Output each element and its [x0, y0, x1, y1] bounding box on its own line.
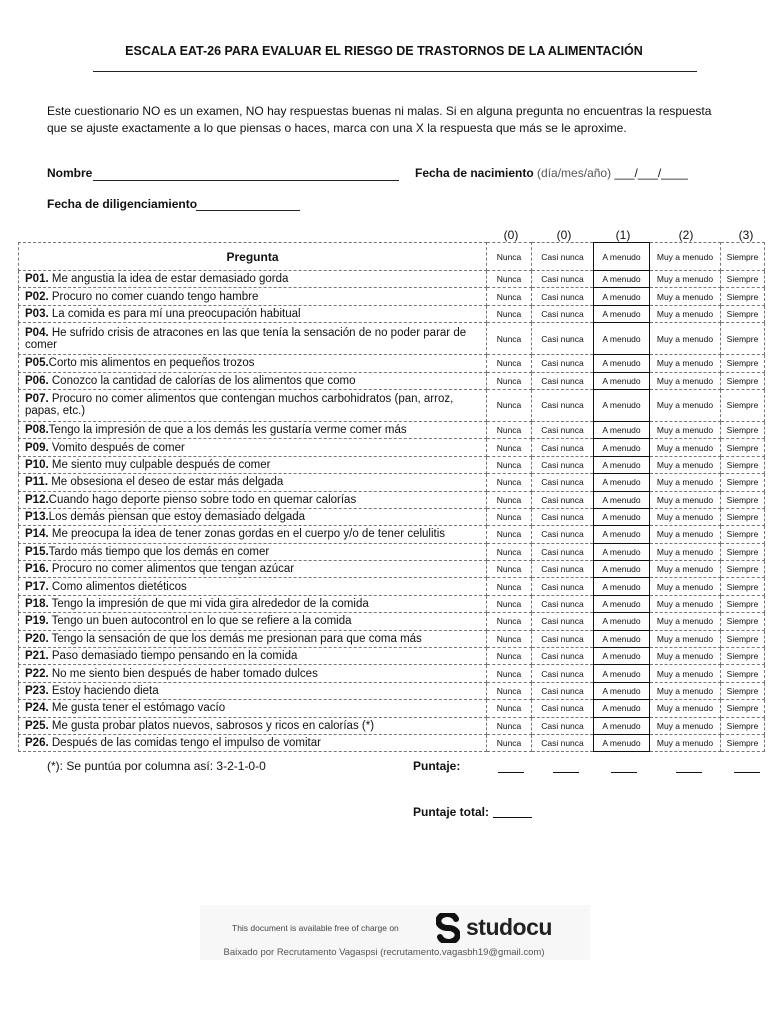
answer-option[interactable]: Siempre: [721, 700, 765, 717]
question-number: P24.: [25, 702, 49, 715]
question-label: Tengo un buen autocontrol en lo que se refiere a la comida: [48, 615, 352, 628]
answer-option[interactable]: Nunca: [487, 526, 532, 543]
question-label: Procuro no comer alimentos que contengan muchos carbohidratos (pan, arroz, papas, etc.): [25, 393, 454, 418]
answer-option[interactable]: Casi nunca: [532, 595, 594, 612]
question-label: Los demás piensan que estoy demasiado delgada: [48, 511, 306, 524]
question-number: P09.: [25, 441, 49, 454]
answer-option[interactable]: A menudo: [594, 421, 650, 438]
question-row: [19, 271, 765, 288]
question-number: P08.: [25, 424, 49, 437]
answer-option[interactable]: Casi nunca: [532, 630, 594, 647]
answer-option[interactable]: Muy a menudo: [650, 323, 721, 355]
option-header-muy-a-menudo: Muy a menudo: [650, 243, 721, 271]
answer-option[interactable]: A menudo: [594, 372, 650, 389]
answer-option[interactable]: Muy a menudo: [650, 389, 721, 421]
question-row: [19, 543, 765, 560]
question-number: P16.: [25, 563, 49, 576]
question-number: P17.: [25, 580, 49, 593]
birth-date-field[interactable]: [415, 166, 688, 180]
question-number: P11.: [25, 476, 49, 489]
question-text: [19, 271, 487, 288]
answer-option[interactable]: Muy a menudo: [650, 526, 721, 543]
answer-option[interactable]: Muy a menudo: [650, 700, 721, 717]
answer-option[interactable]: Siempre: [721, 526, 765, 543]
answer-option[interactable]: Nunca: [487, 474, 532, 491]
answer-option[interactable]: A menudo: [594, 439, 650, 456]
answer-option[interactable]: Casi nunca: [532, 526, 594, 543]
question-number: P26.: [25, 737, 49, 750]
question-row: [19, 491, 765, 508]
question-row: [19, 372, 765, 389]
question-number: P13.: [25, 511, 49, 524]
answer-option[interactable]: Casi nunca: [532, 355, 594, 372]
answer-option[interactable]: Nunca: [487, 543, 532, 560]
option-header-casi-nunca: Casi nunca: [532, 243, 594, 271]
question-row: [19, 456, 765, 473]
answer-option[interactable]: Nunca: [487, 271, 532, 288]
answer-option[interactable]: Muy a menudo: [650, 288, 721, 305]
answer-option[interactable]: Siempre: [721, 578, 765, 595]
answer-option[interactable]: A menudo: [594, 323, 650, 355]
answer-option[interactable]: Siempre: [721, 543, 765, 560]
birth-date-blanks: ___/___/____: [614, 166, 688, 180]
score-header: (1): [615, 228, 631, 242]
answer-option[interactable]: Siempre: [721, 323, 765, 355]
question-text: [19, 648, 487, 665]
name-label: Nombre: [47, 166, 93, 180]
question-text: [19, 355, 487, 372]
question-number: P12.: [25, 493, 49, 506]
question-row: [19, 288, 765, 305]
answer-option[interactable]: Siempre: [721, 508, 765, 525]
answer-option[interactable]: Nunca: [487, 578, 532, 595]
answer-option[interactable]: Nunca: [487, 734, 532, 751]
answer-option[interactable]: Siempre: [721, 491, 765, 508]
answer-option[interactable]: A menudo: [594, 595, 650, 612]
question-row: [19, 355, 765, 372]
answer-option[interactable]: Siempre: [721, 474, 765, 491]
question-row: [19, 439, 765, 456]
question-text: [19, 456, 487, 473]
answer-option[interactable]: A menudo: [594, 561, 650, 578]
answer-option[interactable]: Siempre: [721, 456, 765, 473]
question-label: He sufrido crisis de atracones en las que tenía la sensación de no poder parar de comer: [25, 326, 467, 351]
question-text: [19, 734, 487, 751]
answer-option[interactable]: Casi nunca: [532, 372, 594, 389]
question-number: P18.: [25, 598, 49, 611]
question-text: [19, 439, 487, 456]
question-label: Me gusta tener el estómago vacío: [48, 702, 226, 715]
answer-option[interactable]: Muy a menudo: [650, 682, 721, 699]
answer-option[interactable]: Nunca: [487, 508, 532, 525]
answer-option[interactable]: Nunca: [487, 648, 532, 665]
question-text: [19, 682, 487, 699]
answer-option[interactable]: Casi nunca: [532, 271, 594, 288]
score-blank[interactable]: [611, 772, 637, 773]
answer-option[interactable]: A menudo: [594, 491, 650, 508]
answer-option[interactable]: Muy a menudo: [650, 613, 721, 630]
answer-option[interactable]: Nunca: [487, 372, 532, 389]
answer-option[interactable]: Casi nunca: [532, 648, 594, 665]
answer-option[interactable]: A menudo: [594, 682, 650, 699]
question-column-header: Pregunta: [19, 243, 487, 271]
studocu-logo-icon: [436, 913, 460, 943]
question-text: [19, 561, 487, 578]
answer-option[interactable]: Casi nunca: [532, 508, 594, 525]
question-label: Después de las comidas tengo el impulso de vomitar: [48, 737, 321, 750]
answer-option[interactable]: Casi nunca: [532, 389, 594, 421]
question-row: [19, 648, 765, 665]
question-label: Estoy haciendo dieta: [48, 685, 159, 697]
question-number: P03.: [25, 307, 49, 320]
answer-option[interactable]: Muy a menudo: [650, 271, 721, 288]
answer-option[interactable]: Nunca: [487, 700, 532, 717]
scoring-note: (*): Se puntúa por columna así: 3-2-1-0-0: [47, 759, 266, 773]
answer-option[interactable]: A menudo: [594, 630, 650, 647]
answer-option[interactable]: Nunca: [487, 456, 532, 473]
answer-option[interactable]: Muy a menudo: [650, 543, 721, 560]
answer-option[interactable]: Casi nunca: [532, 578, 594, 595]
answer-option[interactable]: Nunca: [487, 439, 532, 456]
answer-option[interactable]: Nunca: [487, 491, 532, 508]
question-text: [19, 526, 487, 543]
question-text: [19, 665, 487, 682]
question-text: [19, 305, 487, 322]
question-label: Corto mis alimentos en pequeños trozos: [48, 357, 255, 370]
question-row: [19, 630, 765, 647]
score-label: Puntaje:: [413, 759, 461, 773]
question-row: [19, 389, 765, 421]
answer-option[interactable]: A menudo: [594, 648, 650, 665]
answer-option[interactable]: Casi nunca: [532, 734, 594, 751]
question-label: Me preocupa la idea de tener zonas gordas en el cuerpo y/o de tener celulitis: [48, 528, 446, 541]
answer-option[interactable]: A menudo: [594, 355, 650, 372]
question-label: Como alimentos dietéticos: [48, 580, 187, 593]
question-row: [19, 682, 765, 699]
answer-option[interactable]: A menudo: [594, 665, 650, 682]
question-row: [19, 665, 765, 682]
free-document-text: This document is available free of charge on: [232, 923, 399, 933]
question-number: P10.: [25, 458, 49, 471]
answer-option[interactable]: Casi nunca: [532, 323, 594, 355]
document-title: ESCALA EAT-26 PARA EVALUAR EL RIESGO DE TRASTORNOS DE LA ALIMENTACIÓN: [125, 44, 643, 58]
title-underline: [93, 71, 697, 72]
answer-option[interactable]: A menudo: [594, 734, 650, 751]
question-label: Tardo más tiempo que los demás en comer: [48, 545, 270, 558]
question-row: [19, 323, 765, 355]
answer-option[interactable]: Casi nunca: [532, 439, 594, 456]
answer-option[interactable]: A menudo: [594, 389, 650, 421]
question-number: P04.: [25, 326, 49, 339]
answer-option[interactable]: Muy a menudo: [650, 474, 721, 491]
question-label: No me siento bien después de haber tomado dulces: [48, 667, 318, 680]
answer-option[interactable]: Muy a menudo: [650, 648, 721, 665]
question-row: [19, 421, 765, 438]
question-label: Procuro no comer cuando tengo hambre: [48, 290, 259, 303]
question-label: Vomito después de comer: [48, 441, 185, 454]
fill-date-label: Fecha de diligenciamiento: [47, 197, 198, 211]
answer-option[interactable]: Nunca: [487, 595, 532, 612]
question-text: [19, 595, 487, 612]
question-row: [19, 305, 765, 322]
studocu-brand: studocu: [466, 914, 552, 940]
answer-option[interactable]: Muy a menudo: [650, 491, 721, 508]
answer-option[interactable]: Casi nunca: [532, 474, 594, 491]
question-number: P21.: [25, 650, 49, 663]
question-row: [19, 578, 765, 595]
answer-option[interactable]: Muy a menudo: [650, 595, 721, 612]
score-header: (0): [503, 228, 519, 242]
question-row: [19, 613, 765, 630]
answer-option[interactable]: Muy a menudo: [650, 456, 721, 473]
answer-option[interactable]: A menudo: [594, 456, 650, 473]
answer-option[interactable]: Siempre: [721, 355, 765, 372]
question-label: Me gusta probar platos nuevos, sabrosos y ricos en calorías (*): [48, 719, 375, 732]
answer-option[interactable]: Siempre: [721, 648, 765, 665]
answer-option[interactable]: Nunca: [487, 305, 532, 322]
option-header-nunca: Nunca: [487, 243, 532, 271]
question-row: [19, 526, 765, 543]
answer-option[interactable]: Siempre: [721, 734, 765, 751]
answer-option[interactable]: Nunca: [487, 613, 532, 630]
answer-option[interactable]: Siempre: [721, 288, 765, 305]
answer-option[interactable]: Muy a menudo: [650, 508, 721, 525]
question-label: Procuro no comer alimentos que tengan azúcar: [48, 563, 295, 576]
answer-option[interactable]: A menudo: [594, 700, 650, 717]
question-text: [19, 474, 487, 491]
question-text: [19, 578, 487, 595]
answer-option[interactable]: Muy a menudo: [650, 561, 721, 578]
answer-option[interactable]: Siempre: [721, 682, 765, 699]
answer-option[interactable]: Siempre: [721, 372, 765, 389]
answer-option[interactable]: Casi nunca: [532, 682, 594, 699]
answer-option[interactable]: Nunca: [487, 421, 532, 438]
score-blank[interactable]: [676, 772, 702, 773]
answer-option[interactable]: Siempre: [721, 389, 765, 421]
answer-option[interactable]: A menudo: [594, 305, 650, 322]
answer-option[interactable]: A menudo: [594, 543, 650, 560]
question-label: Tengo la impresión de que mi vida gira alrededor de la comida: [48, 598, 369, 611]
answer-option[interactable]: Siempre: [721, 630, 765, 647]
answer-option[interactable]: Muy a menudo: [650, 305, 721, 322]
birth-date-hint: (día/mes/año): [537, 166, 612, 180]
answer-option[interactable]: Casi nunca: [532, 456, 594, 473]
question-number: P19.: [25, 615, 49, 628]
question-label: La comida es para mí una preocupación habitual: [48, 307, 301, 320]
question-text: [19, 700, 487, 717]
answer-option[interactable]: Casi nunca: [532, 717, 594, 734]
question-number: P25.: [25, 719, 49, 732]
score-blank[interactable]: [498, 772, 524, 773]
answer-option[interactable]: Muy a menudo: [650, 578, 721, 595]
answer-option[interactable]: Casi nunca: [532, 613, 594, 630]
questionnaire-table: [18, 242, 765, 752]
answer-option[interactable]: A menudo: [594, 271, 650, 288]
question-text: [19, 543, 487, 560]
question-text: [19, 630, 487, 647]
answer-option[interactable]: Muy a menudo: [650, 630, 721, 647]
answer-option[interactable]: Siempre: [721, 717, 765, 734]
question-label: Cuando hago deporte pienso sobre todo en quemar calorías: [48, 493, 357, 506]
answer-option[interactable]: Muy a menudo: [650, 421, 721, 438]
option-header-a-menudo: A menudo: [594, 243, 650, 271]
answer-option[interactable]: A menudo: [594, 508, 650, 525]
answer-option[interactable]: A menudo: [594, 526, 650, 543]
total-score-blank[interactable]: [493, 817, 532, 818]
question-number: P22.: [25, 667, 49, 680]
question-number: P14.: [25, 528, 49, 541]
score-header: (0): [556, 228, 572, 242]
question-row: [19, 508, 765, 525]
table-header-row: [19, 243, 765, 271]
answer-option[interactable]: Muy a menudo: [650, 717, 721, 734]
question-text: [19, 288, 487, 305]
question-number: P02.: [25, 290, 49, 303]
question-text: [19, 491, 487, 508]
answer-option[interactable]: A menudo: [594, 474, 650, 491]
birth-date-label: Fecha de nacimiento: [415, 166, 534, 180]
question-row: [19, 595, 765, 612]
question-text: [19, 717, 487, 734]
question-row: [19, 700, 765, 717]
answer-option[interactable]: Casi nunca: [532, 700, 594, 717]
score-blank[interactable]: [553, 772, 579, 773]
question-row: [19, 561, 765, 578]
question-label: Conozco la cantidad de calorías de los alimentos que como: [48, 374, 356, 387]
answer-option[interactable]: A menudo: [594, 613, 650, 630]
question-label: Paso demasiado tiempo pensando en la comida: [48, 650, 298, 663]
question-row: [19, 734, 765, 751]
score-header: (2): [678, 228, 694, 242]
answer-option[interactable]: Muy a menudo: [650, 439, 721, 456]
total-score-label: Puntaje total:: [413, 805, 490, 819]
question-number: P23.: [25, 685, 49, 697]
answer-option[interactable]: Nunca: [487, 665, 532, 682]
question-number: P06.: [25, 374, 49, 387]
question-text: [19, 372, 487, 389]
option-header-siempre: Siempre: [721, 243, 765, 271]
question-label: Me angustia la idea de estar demasiado gorda: [48, 273, 289, 286]
question-row: [19, 717, 765, 734]
answer-option[interactable]: A menudo: [594, 578, 650, 595]
instructions-text: Este cuestionario NO es un examen, NO hay respuestas buenas ni malas. Si en alguna pregunta no encuentras la respuesta que se ajuste exactamente a lo que piensas o haces, marca con una X la respuesta que más se le aproxime.: [47, 104, 712, 135]
answer-option[interactable]: Casi nunca: [532, 288, 594, 305]
question-number: P07.: [25, 393, 49, 406]
question-label: Tengo la sensación de que los demás me presionan para que coma más: [48, 632, 422, 645]
answer-option[interactable]: Siempre: [721, 561, 765, 578]
download-attribution: Baixado por Recrutamento Vagaspsi (recrutamento.vagasbh19@gmail.com): [223, 947, 545, 958]
answer-option[interactable]: Muy a menudo: [650, 355, 721, 372]
answer-option[interactable]: Siempre: [721, 595, 765, 612]
answer-option[interactable]: Siempre: [721, 271, 765, 288]
answer-option[interactable]: Casi nunca: [532, 491, 594, 508]
answer-option[interactable]: Siempre: [721, 613, 765, 630]
question-text: [19, 323, 487, 355]
answer-option[interactable]: Siempre: [721, 439, 765, 456]
question-number: P01.: [25, 273, 49, 286]
answer-option[interactable]: Muy a menudo: [650, 734, 721, 751]
answer-option[interactable]: Casi nunca: [532, 305, 594, 322]
answer-option[interactable]: Casi nunca: [532, 561, 594, 578]
question-number: P05.: [25, 357, 49, 370]
answer-option[interactable]: Nunca: [487, 630, 532, 647]
score-header: (3): [738, 228, 754, 242]
answer-option[interactable]: Siempre: [721, 421, 765, 438]
question-number: P15.: [25, 545, 49, 558]
answer-option[interactable]: Nunca: [487, 561, 532, 578]
fill-date-field[interactable]: [196, 210, 300, 211]
question-label: Me siento muy culpable después de comer: [48, 458, 271, 471]
answer-option[interactable]: A menudo: [594, 717, 650, 734]
answer-option[interactable]: Casi nunca: [532, 543, 594, 560]
answer-option[interactable]: A menudo: [594, 288, 650, 305]
answer-option[interactable]: Nunca: [487, 355, 532, 372]
question-text: [19, 389, 487, 421]
answer-option[interactable]: Casi nunca: [532, 665, 594, 682]
answer-option[interactable]: Nunca: [487, 717, 532, 734]
question-label: Me obsesiona el deseo de estar más delgada: [48, 476, 284, 489]
score-blank[interactable]: [734, 772, 760, 773]
answer-option[interactable]: Nunca: [487, 323, 532, 355]
question-label: Tengo la impresión de que a los demás les gustaría verme comer más: [48, 424, 407, 437]
answer-option[interactable]: Nunca: [487, 389, 532, 421]
question-text: [19, 421, 487, 438]
answer-option[interactable]: Muy a menudo: [650, 372, 721, 389]
answer-option[interactable]: Nunca: [487, 682, 532, 699]
answer-option[interactable]: Siempre: [721, 305, 765, 322]
answer-option[interactable]: Nunca: [487, 288, 532, 305]
answer-option[interactable]: Casi nunca: [532, 421, 594, 438]
question-row: [19, 474, 765, 491]
answer-option[interactable]: Siempre: [721, 665, 765, 682]
answer-option[interactable]: Muy a menudo: [650, 665, 721, 682]
question-text: [19, 508, 487, 525]
question-text: [19, 613, 487, 630]
question-number: P20.: [25, 632, 49, 645]
name-field[interactable]: [93, 180, 399, 181]
